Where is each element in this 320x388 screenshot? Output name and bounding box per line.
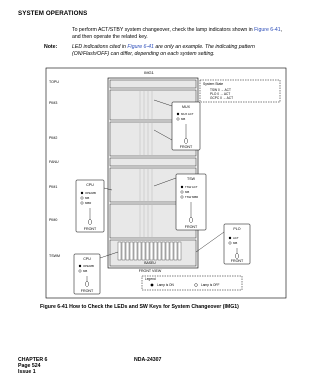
figure-caption: Figure 6-41 How to Check the LEDs and SW Keys for System Changeover (IMG1) [40, 304, 239, 310]
note-figure-link[interactable]: Figure 6-41 [127, 44, 154, 50]
tsw-front-label: FRONT [184, 225, 198, 229]
figure-link[interactable]: Figure 6-41 [254, 27, 281, 33]
tsw-mb-key-icon [189, 218, 192, 223]
plo-front-label: FRONT [230, 259, 244, 263]
plo-act-lamp-on-icon [229, 237, 231, 239]
note-text-a: LED indications cited in [72, 44, 126, 50]
shelf-label-topu: TOPU [49, 80, 59, 84]
legend-lamp-on: Lamp is ON [157, 283, 174, 287]
plo-card-name: PLO [233, 227, 241, 231]
mux-mb-key-icon [184, 139, 187, 144]
mux-front-label: FRONT [179, 145, 193, 149]
cpu2-front-label: FRONT [80, 289, 94, 293]
note-text-b: are only an example. The indicating pattern (ON/Flash/OFF) can differ, depending on each system setting. [72, 44, 255, 58]
shelf-label-pim2: PIM2 [49, 136, 58, 140]
tsw-item-2: MB [185, 190, 190, 194]
section-header: SYSTEM OPERATIONS [18, 10, 88, 17]
cpu1-mb-lamp-off-icon [81, 197, 83, 199]
shelf-label-fanu: FANU [49, 160, 59, 164]
cpu2-item-2: MB [83, 269, 88, 273]
mux-item-1: MUX ACT [181, 112, 194, 116]
tsw-item-3: TSW MBR [185, 195, 199, 199]
tsw-item-1: TSW ACT [185, 185, 198, 189]
plo-mb-lamp-off-icon [229, 242, 231, 244]
shelf-label-pim1: PIM1 [49, 185, 58, 189]
baseu-label: BASEU [144, 261, 156, 265]
cpu2-item-1: OPE/MB [83, 264, 94, 268]
system-state-line-2: PLO 0 → ACT [210, 92, 231, 96]
shelf-label-pim0: PIM0 [49, 218, 58, 222]
tsw-mbr-lamp-off-icon [181, 196, 183, 198]
cpu-card-2-name: CPU [83, 257, 91, 261]
cpu1-front-label: FRONT [83, 227, 97, 231]
legend-lamp-off: Lamp is OFF [201, 283, 220, 287]
note-label: Note: [44, 44, 58, 50]
shelf-labels [49, 80, 60, 258]
footer-page: Page 524 [18, 363, 41, 370]
tsw-card-name: TSW [187, 177, 195, 181]
footer-issue: Issue 1 [18, 369, 36, 376]
paragraph-tail: , and then operate the related key. [72, 27, 283, 41]
cpu1-item-1: OPE/MB [85, 191, 96, 195]
mux-card-name: MUX [182, 105, 190, 109]
cpu2-mb-key-icon [85, 282, 88, 287]
tsw-act-lamp-on-icon [181, 186, 183, 188]
cpu1-mbr-lamp-off-icon [81, 202, 83, 204]
tsw-mb-lamp-off-icon [181, 191, 183, 193]
mux-item-2: MB [181, 117, 186, 121]
cpu1-mb-key-icon [88, 220, 91, 225]
figure-title: IMG1 [144, 70, 154, 75]
footer-left [18, 357, 47, 376]
cpu-card-1-name: CPU [86, 183, 94, 187]
cpu1-ope-lamp-on-icon [81, 192, 83, 194]
shelf-label-tswm: TSWM [49, 254, 60, 258]
paragraph-text: To perform ACT/STBY system changeover, check the lamp indicators shown in [72, 27, 253, 33]
legend-heading: Legend [145, 277, 156, 281]
system-state-line-3: GCPC 0 → ACT [210, 96, 234, 100]
cpu2-ope-lamp-on-icon [79, 265, 81, 267]
footer-chapter: CHAPTER 6 [18, 357, 48, 363]
mux-act-lamp-on-icon [177, 113, 179, 115]
lamp-on-icon [151, 284, 154, 287]
front-view-label: FRONT VIEW [138, 269, 162, 273]
cpu2-mb-lamp-off-icon [79, 270, 81, 272]
system-state-line-1: TSW 0 → ACT [210, 88, 231, 92]
plo-item-2: MB [233, 241, 238, 245]
mux-mb-lamp-off-icon [177, 118, 179, 120]
lamp-off-icon [195, 284, 198, 287]
cpu1-item-2: MB [85, 196, 90, 200]
cpu1-item-3: MBR [85, 201, 92, 205]
plo-mb-key-icon [235, 254, 238, 259]
footer-doc-number: NDA-24307 [134, 357, 162, 363]
plo-item-1: ACT [233, 236, 239, 240]
system-state-heading: System State [203, 82, 224, 86]
shelf-label-pim3: PIM3 [49, 101, 58, 105]
